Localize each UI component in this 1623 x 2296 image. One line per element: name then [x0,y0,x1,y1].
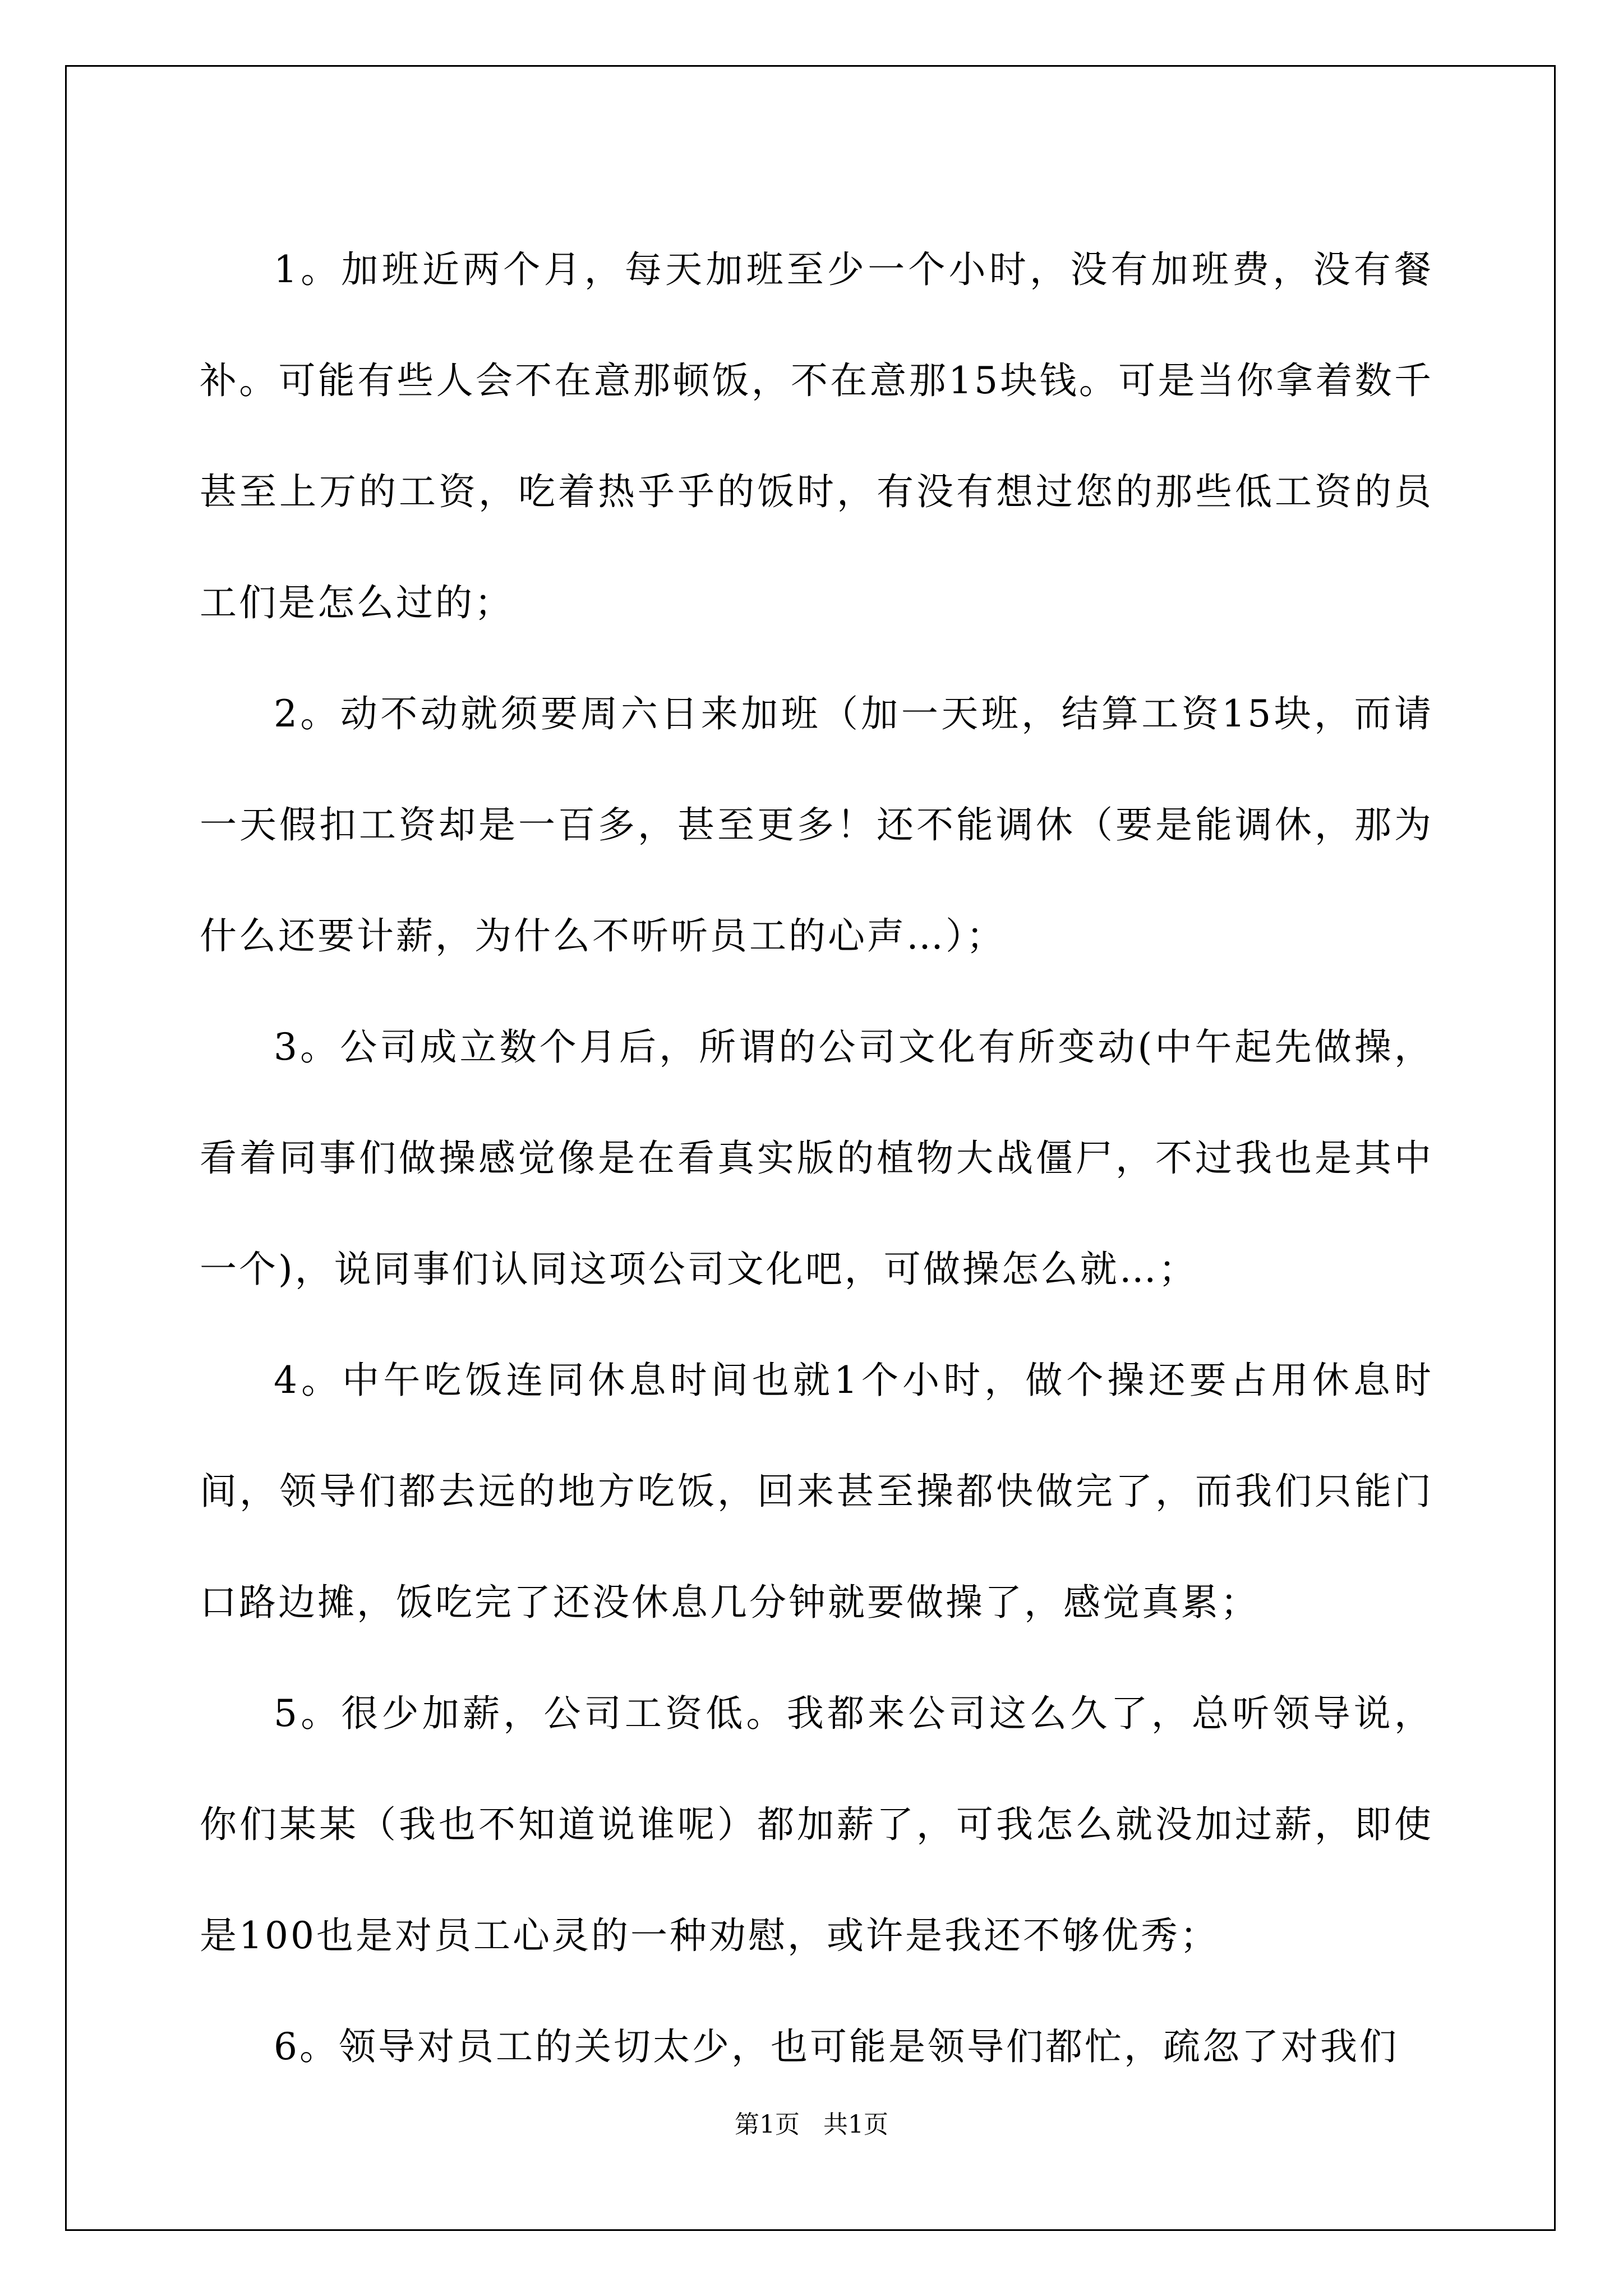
paragraph-3: 3。公司成立数个月后，所谓的公司文化有所变动(中午起先做操，看着同事们做操感觉像是在看真实版的植物大战僵尸，不过我也是其中一个)，说同事们认同这项公司文化吧，可做操怎么就…； [200,1025,1433,1291]
page-footer [0,2108,1623,2142]
document-body [200,214,1433,2102]
paragraph-2: 2。动不动就须要周六日来加班（加一天班，结算工资15块，而请一天假扣工资却是一百多，甚至更多！还不能调休（要是能调休，那为什么还要计薪，为什么不听听员工的心声…）； [200,692,1433,958]
paragraph-4: 4。中午吃饭连同休息时间也就1个小时，做个操还要占用休息时间，领导们都去远的地方吃饭，回来甚至操都快做完了，而我们只能门口路边摊，饭吃完了还没休息几分钟就要做操了，感觉真累； [200,1359,1433,1624]
paragraph-5: 5。很少加薪，公司工资低。我都来公司这么久了，总听领导说，你们某某（我也不知道说谁呢）都加薪了，可我怎么就没加过薪，即使是100也是对员工心灵的一种劝慰，或许是我还不够优秀； [200,1692,1433,1957]
page-number: 第1页 [735,2110,800,2139]
page-total: 共1页 [823,2110,888,2139]
paragraph-1: 1。加班近两个月，每天加班至少一个小时，没有加班费，没有餐补。可能有些人会不在意那顿饭，不在意那15块钱。可是当你拿着数千甚至上万的工资，吃着热乎乎的饭时，有没有想过您的那些低工资的员工们是怎么过的； [200,248,1433,624]
paragraph-6: 6。领导对员工的关切太少，也可能是领导们都忙，疏忽了对我们 [274,2025,1399,2068]
